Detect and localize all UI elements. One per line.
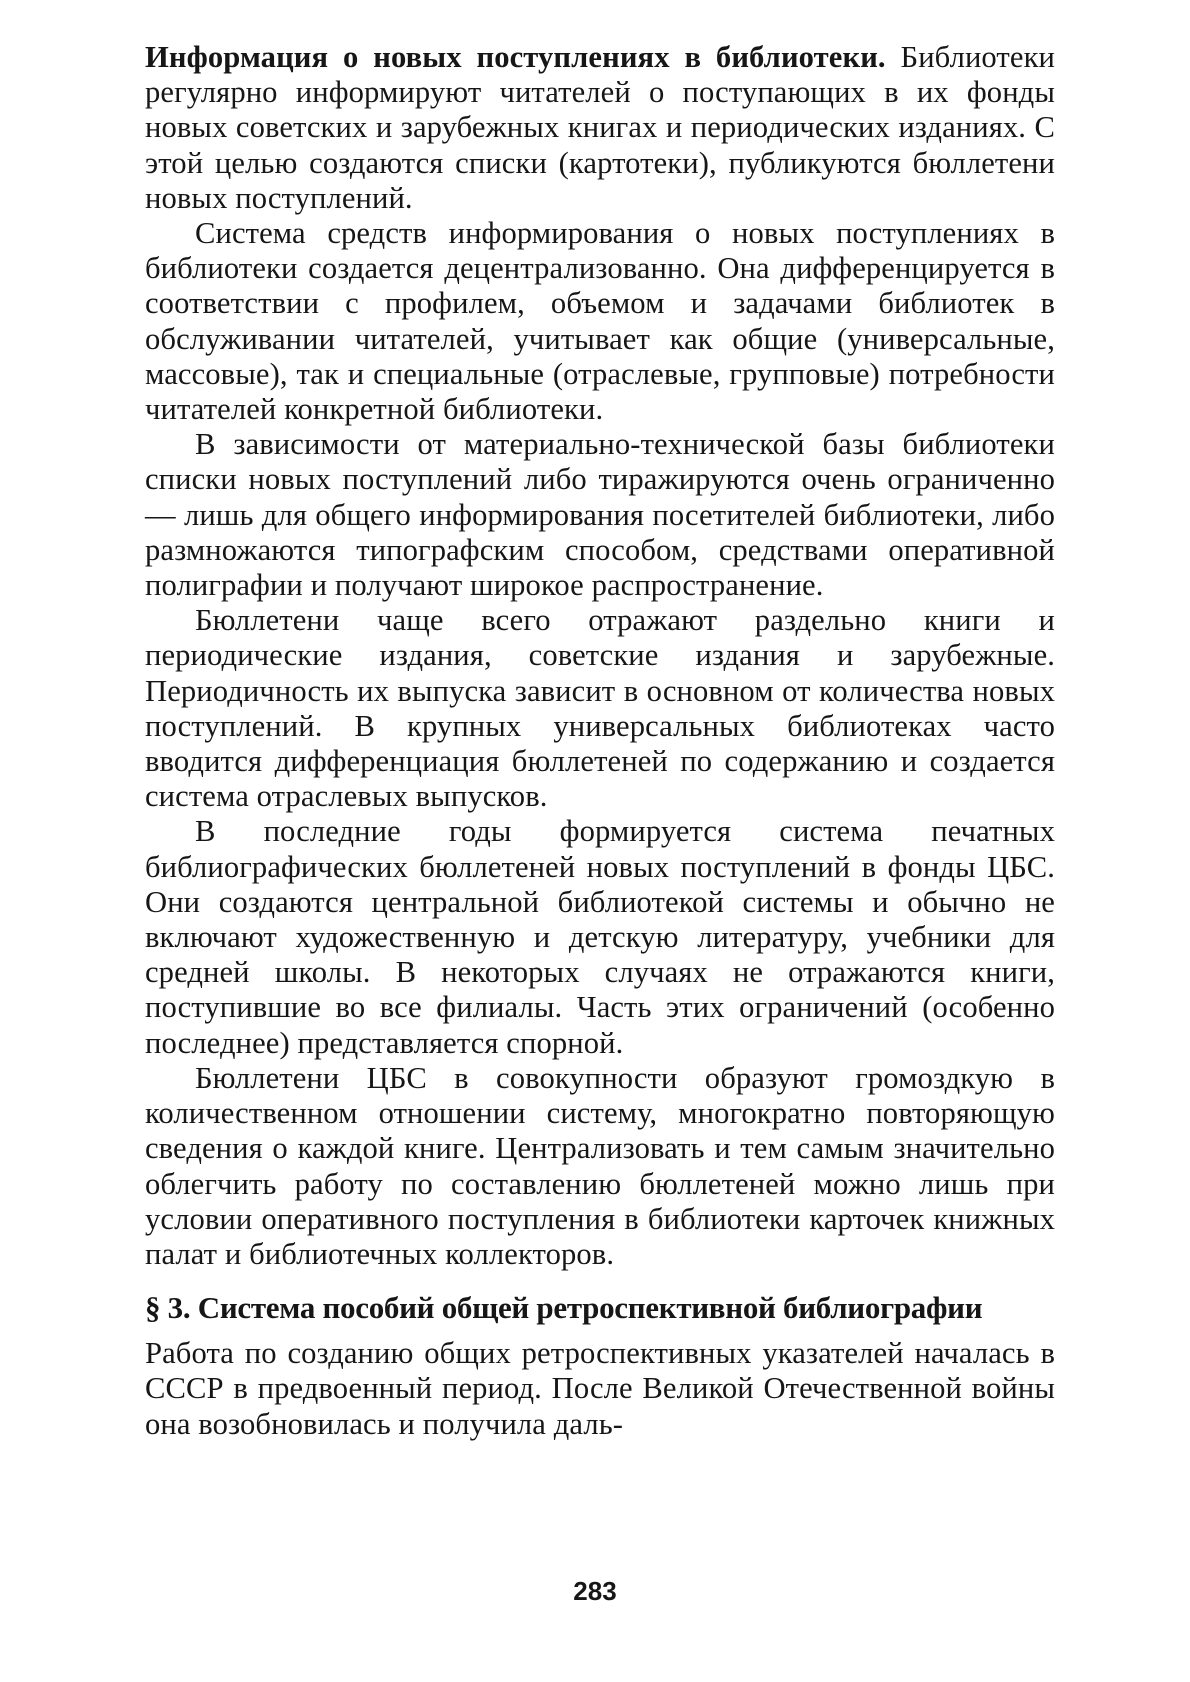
paragraph-material-base: В зависимости от материально-технической базы библиотеки списки новых поступлений либо тиражируются очень ограниченно — лишь для общего информирования посетителей библиотеки, либо размножаются типографским способом, средствами оперативной полиграфии и получают широкое распространение. xyxy=(145,427,1055,603)
paragraph-cbs-system: Бюллетени ЦБС в совокупности образуют громоздкую в количественном отношении систему, многократно повторяющую сведения о каждой книге. Централизовать и тем самым значительно облегчить работу по составлению бюллетеней можно лишь при условии оперативного поступления в библиотеки карточек книжных палат и библиотечных коллекторов. xyxy=(145,1060,1055,1271)
paragraph-new-acquisitions xyxy=(145,40,1055,216)
paragraph-retrospective: Работа по созданию общих ретроспективных указателей началась в СССР в предвоенный период. После Великой Отечественной войны она возобновилась и получила даль- xyxy=(145,1336,1055,1441)
document-page xyxy=(145,40,1055,1442)
section-heading: § 3. Система пособий общей ретроспективной библиографии xyxy=(145,1290,983,1326)
paragraph-bulletins: Бюллетени чаще всего отражают раздельно книги и периодические издания, советские издания и зарубежные. Периодичность их выпуска зависит в основном от количества новых поступлений. В крупных универсальных библиотеках часто вводится дифференциация бюллетеней по содержанию и создается система отраслевых выпусков. xyxy=(145,603,1055,814)
paragraph-information-system: Система средств информирования о новых поступлениях в библиотеки создается децентрализованно. Она дифференцируется в соответствии с профилем, объемом и задачами библиотек в обслуживании читателей, учитывает как общие (универсальные, массовые), так и специальные (отраслевые, групповые) потребности читателей конкретной библиотеки. xyxy=(145,216,1055,427)
paragraph-text: Библиотеки регулярно информируют читателей о поступающих в их фонды новых советских и зарубежных книгах и периодических изданиях. С этой целью создаются списки (картотеки), публикуются бюллетени новых поступлений. xyxy=(145,40,1056,215)
paragraph-cbs-bulletins: В последние годы формируется система печатных библиографических бюллетеней новых поступлений в фонды ЦБС. Они создаются центральной библиотекой системы и обычно не включают художественную и детскую литературу, учебники для средней школы. В некоторых случаях не отражаются книги, поступившие во все филиалы. Часть этих ограничений (особенно последнее) представляется спорной. xyxy=(145,814,1055,1060)
page-number: 283 xyxy=(573,1576,617,1606)
paragraph-lead-heading: Информация о новых поступлениях в библиотеки. xyxy=(145,40,886,74)
